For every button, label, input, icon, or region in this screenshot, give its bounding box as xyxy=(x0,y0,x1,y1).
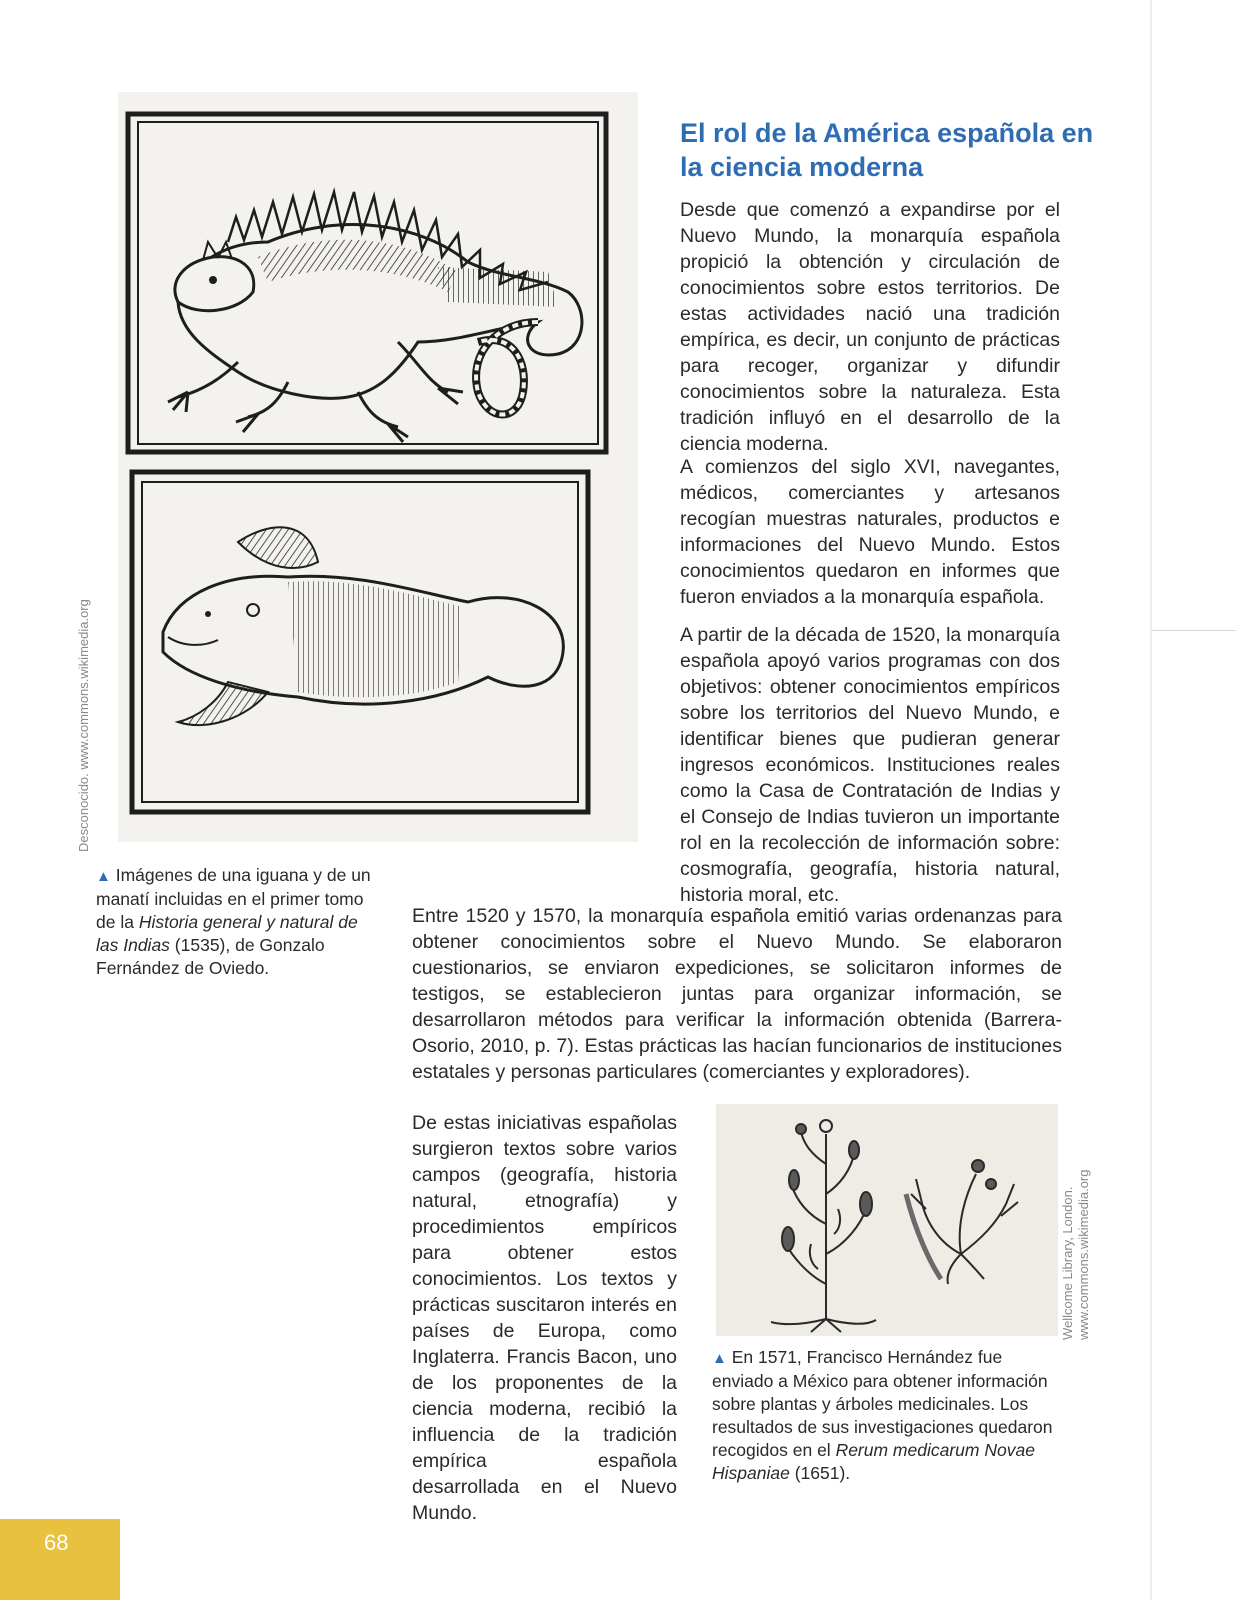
image-credit-right xyxy=(1060,1170,1092,1341)
iguana-panel xyxy=(128,114,606,452)
paragraph-5: De estas iniciativas españolas surgieron textos sobre varios campos (geografía, historia natural, etnografía) y procedimientos empíricos para obtener estos conocimientos. Los textos y prácticas suscitaron interés en países de Europa, como Inglaterra. Francis Bacon, uno de los proponentes de la ciencia moderna, recibió la influencia de la tradición empírica española desarrollada en el Nuevo Mundo. xyxy=(412,1112,677,1524)
credit-right-line-1: Wellcome Library, London. xyxy=(1060,1186,1075,1340)
iguana-manatee-woodcut xyxy=(118,92,638,842)
page-margin-tick xyxy=(1152,630,1236,631)
caption-1-text: Imágenes de una iguana y de un manatí incluidas en el primer tomo de la xyxy=(96,865,371,932)
section-title: El rol de la América española en la ciencia moderna xyxy=(680,118,1094,182)
caption-2-text: En 1571, Francisco Hernández fue enviado a México para obtener información sobre plantas y árboles medicinales. Los resultados de sus investigaciones quedaron recogidos en el xyxy=(712,1347,1053,1460)
triangle-marker-icon: ▲ xyxy=(712,1350,727,1367)
caption-iguana-manatee xyxy=(96,864,381,980)
caption-1-tail: (1535), de Gonzalo Fernández de Oviedo. xyxy=(96,935,325,978)
plant-left xyxy=(771,1120,876,1332)
caption-2-title: Rerum medicarum Novae Hispaniae xyxy=(712,1440,1035,1483)
paragraph-4: Entre 1520 y 1570, la monarquía española emitió varias ordenanzas para obtener conocimientos sobre el Nuevo Mundo. Se elaboraron cuestionarios, se enviaron expediciones, se solicitaron informes de testigos, se establecieron juntas para organizar información, se desarrollaron métodos para verificar la información obtenida (Barrera-Osorio, 2010, p. 7). Estas prácticas las hacían funcionarios de instituciones estatales y personas particulares (comerciantes y exploradores). xyxy=(412,905,1062,1083)
paragraph-2: A comienzos del siglo XVI, navegantes, médicos, comerciantes y artesanos recogían muestras naturales, productos e informaciones del Nuevo Mundo. Estos conocimientos quedaron en informes que fueron enviados a la monarquía española. xyxy=(680,456,1060,608)
caption-plants xyxy=(712,1346,1067,1485)
caption-2-tail: (1651). xyxy=(789,1463,851,1483)
credit-right-line-2: www.commons.wikimedia.org xyxy=(1076,1169,1091,1340)
image-credit-left: Desconocido. www.commons.wikimedia.org xyxy=(76,599,91,852)
page-edge-line xyxy=(1150,0,1152,1600)
medicinal-plants-engraving xyxy=(716,1104,1058,1336)
caption-1-title: Historia general y natural de las Indias xyxy=(96,912,358,955)
triangle-marker-icon: ▲ xyxy=(96,868,111,885)
plant-right xyxy=(906,1160,1018,1284)
paragraph-1: Desde que comenzó a expandirse por el Nuevo Mundo, la monarquía española propició la obtención y circulación de conocimientos sobre estos territorios. De estas actividades nació una tradición empírica, es decir, un conjunto de prácticas para recoger, organizar y difundir conocimientos sobre la naturaleza. Esta tradición influyó en el desarrollo de la ciencia moderna. xyxy=(680,199,1060,455)
paragraph-3: A partir de la década de 1520, la monarquía española apoyó varios programas con dos objetivos: obtener conocimientos empíricos sobre los territorios del Nuevo Mundo, e identificar bienes que pudieran generar ingresos económicos. Instituciones reales como la Casa de Contratación de Indias y el Consejo de Indias tuvieron un importante rol en la recolección de información sobre: cosmografía, geografía, historia natural, historia moral, etc. xyxy=(680,624,1060,906)
manatee-panel xyxy=(132,472,588,812)
page-number: 68 xyxy=(44,1530,69,1555)
